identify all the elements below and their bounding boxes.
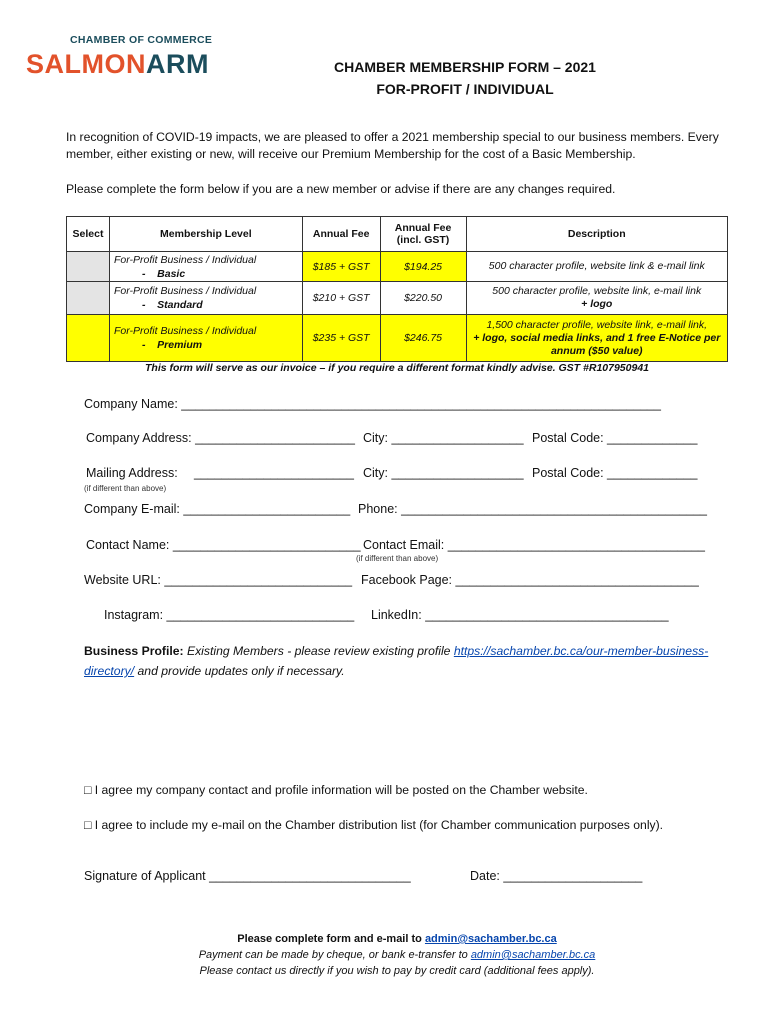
description-cell: [466, 315, 728, 362]
header-description: Description: [466, 217, 728, 252]
fee-cell: $185 + GST: [302, 252, 380, 282]
business-profile-label: Business Profile:: [84, 644, 184, 658]
business-profile-note: [84, 641, 724, 681]
invoice-note: This form will serve as our invoice – if you require a different format kindly advise. GST #R107950941: [145, 362, 649, 374]
tier-dash: -: [141, 267, 146, 280]
table-row-premium: [67, 315, 728, 362]
level-name: For-Profit Business / Individual: [113, 325, 257, 337]
business-profile-text: Existing Members - please review existing profile: [186, 644, 451, 658]
footer-payment-text: Payment can be made by cheque, or bank e-transfer to: [198, 949, 468, 961]
contact-email-field[interactable]: Contact Email: _____________________________________: [363, 538, 705, 552]
date-field[interactable]: Date: ____________________: [470, 869, 643, 883]
level-tier: [114, 298, 298, 312]
mailing-address-field[interactable]: _______________________: [194, 466, 354, 480]
description-line: + logo, social media links, and 1 free E-Notice per annum ($50 value): [473, 331, 721, 357]
instagram-field[interactable]: Instagram: ___________________________: [104, 608, 355, 622]
mailing-address-label: Mailing Address:: [86, 466, 178, 480]
intro-paragraph: In recognition of COVID-19 impacts, we are pleased to offer a 2021 membership special to our business members. Every member, either existing or new, will receive our Premium Membership for the cost of a Basic Membership.: [66, 130, 719, 161]
header-select: Select: [67, 217, 110, 252]
membership-table: [66, 216, 728, 362]
fee-gst-cell: $246.75: [380, 315, 466, 362]
description-line: 1,500 character profile, website link, e-mail link,: [486, 318, 708, 331]
footer-line-1: [66, 931, 728, 947]
agree-website-checkbox[interactable]: □ I agree my company contact and profile information will be posted on the Chamber website.: [84, 783, 588, 797]
fee-gst-cell: $220.50: [380, 282, 466, 315]
instructions-paragraph: Please complete the form below if you are a new member or advise if there are any changes required.: [66, 182, 616, 196]
logo-tagline: CHAMBER OF COMMERCE: [70, 34, 213, 46]
level-tier: [114, 267, 298, 281]
company-email-field[interactable]: Company E-mail: ________________________: [84, 502, 351, 516]
tier-dash: -: [141, 299, 146, 311]
business-profile-text-end: and provide updates only if necessary.: [137, 664, 345, 678]
logo-arm: ARM: [146, 49, 209, 79]
select-cell-premium[interactable]: [67, 315, 110, 362]
level-cell: [109, 282, 302, 315]
fee-cell: $235 + GST: [302, 315, 380, 362]
header-fee-gst: Annual Fee (incl. GST): [380, 217, 466, 252]
city-field[interactable]: City: ___________________: [363, 431, 524, 445]
description-line: + logo: [581, 298, 613, 310]
contact-if-different-note: (if different than above): [356, 554, 439, 563]
description-line: 500 character profile, website link, e-mail link: [492, 285, 702, 297]
tier-dash: -: [141, 339, 146, 351]
table-row-standard: [67, 282, 728, 315]
footer-etransfer-email-link[interactable]: admin@sachamber.bc.ca: [470, 949, 596, 961]
logo: [26, 47, 209, 81]
mailing-if-different-note: (if different than above): [84, 484, 167, 493]
header-level: Membership Level: [109, 217, 302, 252]
logo-salmon: SALMON: [26, 49, 146, 79]
signature-field[interactable]: Signature of Applicant _____________________________: [84, 869, 411, 883]
footer-email-link[interactable]: admin@sachamber.bc.ca: [424, 933, 557, 945]
fee-cell: $210 + GST: [302, 282, 380, 315]
agree-distribution-checkbox[interactable]: □ I agree to include my e-mail on the Chamber distribution list (for Chamber communication purposes only).: [84, 818, 664, 832]
select-cell-standard[interactable]: [67, 282, 110, 315]
select-cell-basic[interactable]: [67, 252, 110, 282]
business-directory-link[interactable]: https://sachamber.bc.ca/our-member-business-directory/: [84, 644, 709, 678]
level-name: For-Profit Business / Individual: [113, 253, 257, 266]
contact-name-field[interactable]: Contact Name: ___________________________: [86, 538, 361, 552]
mailing-postal-code-field[interactable]: Postal Code: _____________: [532, 466, 698, 480]
linkedin-field[interactable]: LinkedIn: ___________________________________: [371, 608, 669, 622]
facebook-page-field[interactable]: Facebook Page: ___________________________________: [361, 573, 699, 587]
header-fee: Annual Fee: [302, 217, 380, 252]
footer-line-2: [66, 947, 728, 963]
page-subtitle: FOR-PROFIT / INDIVIDUAL: [376, 81, 554, 97]
company-name-field[interactable]: Company Name: _____________________________________________________________________: [84, 397, 661, 411]
tier-name: Standard: [157, 299, 203, 311]
tier-name: Premium: [157, 339, 203, 351]
level-tier: [114, 338, 298, 352]
postal-code-field[interactable]: Postal Code: _____________: [532, 431, 698, 445]
table-row-basic: [67, 252, 728, 282]
table-header-row: [67, 217, 728, 252]
fee-gst-cell: $194.25: [380, 252, 466, 282]
website-url-field[interactable]: Website URL: ___________________________: [84, 573, 353, 587]
level-cell: [109, 315, 302, 362]
mailing-city-field[interactable]: City: ___________________: [363, 466, 524, 480]
tier-name: Basic: [157, 267, 186, 280]
footer-line-3: Please contact us directly if you wish to pay by credit card (additional fees apply).: [199, 965, 595, 977]
footer-instruction: Please complete form and e-mail to: [237, 933, 422, 945]
company-address-field[interactable]: Company Address: _______________________: [86, 431, 355, 445]
phone-field[interactable]: Phone: ____________________________________________: [358, 502, 707, 516]
level-cell: [109, 252, 302, 282]
page-title: CHAMBER MEMBERSHIP FORM – 2021: [334, 59, 596, 75]
description-cell: [466, 282, 728, 315]
level-name: For-Profit Business / Individual: [113, 285, 257, 297]
description-cell: 500 character profile, website link & e-mail link: [466, 252, 728, 282]
